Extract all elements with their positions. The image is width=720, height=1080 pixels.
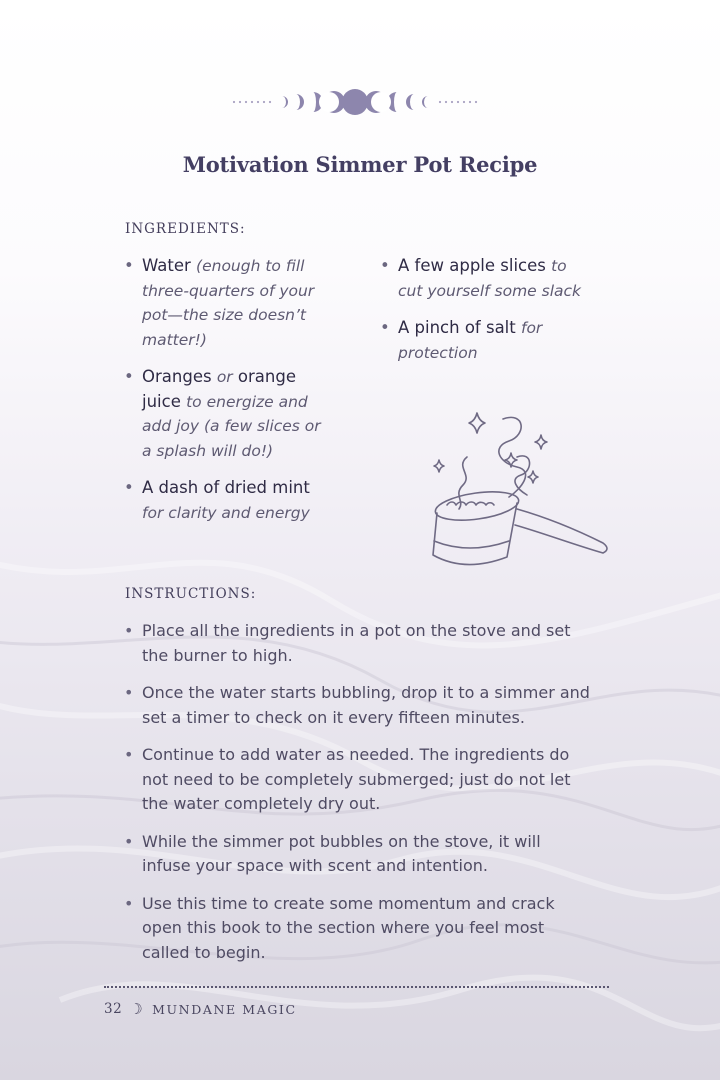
instructions-list bbox=[124, 619, 594, 978]
crescent-moon-icon: ☽ bbox=[129, 1000, 144, 1018]
moon-phases-ornament bbox=[230, 88, 480, 116]
recipe-title: Motivation Simmer Pot Recipe bbox=[182, 152, 538, 177]
list-item: • Oranges or orange juice to energize and add joy (a few slices or a splash will do!) bbox=[124, 365, 324, 463]
list-item: • Once the water starts bubbling, drop it to a simmer and set a timer to check on it every fifteen minutes. bbox=[124, 681, 594, 730]
list-item: • Continue to add water as needed. The ingredients do not need to be completely submerged; just do not let the water completely dry out. bbox=[124, 743, 594, 817]
footer-divider bbox=[104, 986, 609, 988]
list-item: • Place all the ingredients in a pot on the stove and set the burner to high. bbox=[124, 619, 594, 668]
list-item: • A pinch of salt for protection bbox=[380, 316, 595, 365]
page-number: 32 bbox=[104, 1001, 123, 1017]
list-item: • A few apple slices to cut yourself some slack bbox=[380, 254, 595, 303]
list-item: • While the simmer pot bubbles on the stove, it will infuse your space with scent and intention. bbox=[124, 830, 594, 879]
page-footer bbox=[104, 1000, 297, 1018]
list-item: • A dash of dried mint for clarity and energy bbox=[124, 476, 324, 525]
ingredients-heading: INGREDIENTS: bbox=[125, 221, 246, 237]
instructions-heading: INSTRUCTIONS: bbox=[125, 586, 257, 602]
list-item: • Water (enough to fill three-quarters of your pot—the size doesn’t matter!) bbox=[124, 254, 324, 352]
ingredients-list-left bbox=[124, 254, 324, 538]
ingredients-list-right bbox=[380, 254, 595, 378]
running-head: MUNDANE MAGIC bbox=[152, 1001, 297, 1017]
simmer-pot-illustration bbox=[425, 405, 615, 580]
list-item: • Use this time to create some momentum and crack open this book to the section where you feel most called to begin. bbox=[124, 892, 594, 966]
